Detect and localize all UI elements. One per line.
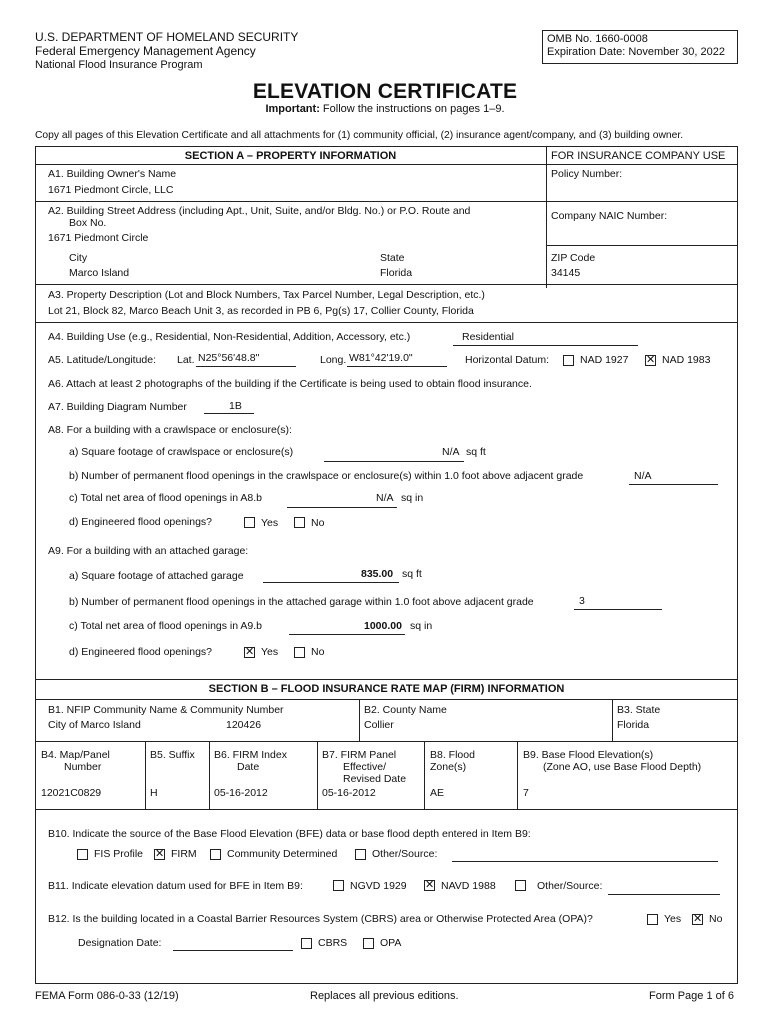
- b9-label: B9. Base Flood Elevation(s): [523, 749, 654, 761]
- a9d-yes-label: Yes: [261, 646, 279, 658]
- divider: [546, 245, 738, 246]
- page-title: ELEVATION CERTIFICATE: [252, 80, 518, 103]
- insurance-use-label: FOR INSURANCE COMPANY USE: [551, 150, 726, 162]
- agency-name: Federal Emergency Management Agency: [35, 44, 256, 58]
- a9c-value[interactable]: 1000.00: [364, 620, 402, 632]
- b8-label-2: Zone(s): [430, 761, 467, 773]
- divider: [35, 741, 738, 742]
- a9-label: A9. For a building with an attached garage:: [48, 545, 249, 557]
- b11-other-checkbox[interactable]: [515, 880, 526, 891]
- firm-checkbox[interactable]: ✕: [155, 848, 165, 860]
- important-text: Follow the instructions on pages 1–9.: [319, 103, 505, 115]
- divider: [317, 741, 318, 809]
- underline: [263, 582, 399, 583]
- divider: [359, 699, 360, 741]
- policy-number-label: Policy Number:: [551, 168, 623, 180]
- nad1983-label: NAD 1983: [662, 354, 711, 366]
- program-name: National Flood Insurance Program: [35, 59, 203, 71]
- b1-name[interactable]: City of Marco Island: [48, 719, 141, 731]
- other-source-label: Other/Source:: [372, 848, 438, 860]
- a7-label: A7. Building Diagram Number: [48, 401, 187, 413]
- b3-label: B3. State: [617, 704, 661, 716]
- a9c-unit: sq in: [410, 620, 433, 632]
- a4-label: A4. Building Use (e.g., Residential, Non-Residential, Addition, Accessory, etc.): [48, 331, 411, 343]
- fis-profile-checkbox[interactable]: [77, 849, 88, 860]
- b6-label-2: Date: [237, 761, 260, 773]
- a9b-label: b) Number of permanent flood openings in the attached garage within 1.0 foot above adjacent grade: [69, 596, 534, 608]
- b9-value[interactable]: 7: [523, 787, 529, 799]
- b6-label: B6. FIRM Index: [214, 749, 287, 761]
- underline: [453, 345, 638, 346]
- nad1983-checkbox[interactable]: ✕: [646, 354, 656, 366]
- divider: [35, 699, 738, 700]
- divider: [35, 322, 738, 323]
- divider: [35, 284, 738, 285]
- other-source-checkbox[interactable]: [355, 849, 366, 860]
- underline: [574, 609, 662, 610]
- b5-value[interactable]: H: [150, 787, 158, 799]
- b1-label: B1. NFIP Community Name & Community Number: [48, 704, 284, 716]
- section-b-title: SECTION B – FLOOD INSURANCE RATE MAP (FIRM) INFORMATION: [208, 683, 565, 695]
- b9-label-2: (Zone AO, use Base Flood Depth): [543, 761, 702, 773]
- nad1927-label: NAD 1927: [580, 354, 629, 366]
- b7-value[interactable]: 05-16-2012: [322, 787, 376, 799]
- a8b-label: b) Number of permanent flood openings in the crawlspace or enclosure(s) within 1.0 foot above adjacent grade: [69, 470, 584, 482]
- state-label: State: [380, 252, 405, 264]
- a9a-label: a) Square footage of attached garage: [69, 570, 244, 582]
- divider: [612, 699, 613, 741]
- divider: [35, 164, 738, 165]
- important-label: Important:: [265, 103, 320, 115]
- zip-value[interactable]: 34145: [551, 267, 581, 279]
- datum-label: Horizontal Datum:: [465, 354, 550, 366]
- b12-no-label: No: [709, 913, 723, 925]
- long-label: Long.: [320, 354, 347, 366]
- a2-label-2: Box No.: [69, 217, 107, 229]
- b8-value[interactable]: AE: [430, 787, 445, 799]
- a8d-label: d) Engineered flood openings?: [69, 516, 213, 528]
- b4-value[interactable]: 12021C0829: [41, 787, 102, 799]
- b7-label-2: Effective/: [343, 761, 386, 773]
- b10-label: B10. Indicate the source of the Base Flood Elevation (BFE) data or base flood depth entered in Item B9:: [48, 828, 531, 840]
- divider: [517, 741, 518, 809]
- underline: [452, 861, 718, 862]
- b11-other-label: Other/Source:: [537, 880, 603, 892]
- a3-label: A3. Property Description (Lot and Block Numbers, Tax Parcel Number, Legal Description, etc.): [48, 289, 485, 301]
- a8c-label: c) Total net area of flood openings in A8.b: [69, 492, 263, 504]
- b8-label: B8. Flood: [430, 749, 475, 761]
- a8a-label: a) Square footage of crawlspace or enclosure(s): [69, 446, 294, 458]
- b6-value[interactable]: 05-16-2012: [214, 787, 268, 799]
- a6-label: A6. Attach at least 2 photographs of the building if the Certificate is being used to obtain flood insurance.: [48, 378, 532, 390]
- long-value[interactable]: W81°42'19.0": [349, 352, 413, 364]
- a2-value[interactable]: 1671 Piedmont Circle: [48, 232, 149, 244]
- omb-box: [542, 30, 738, 64]
- a3-value[interactable]: Lot 21, Block 82, Marco Beach Unit 3, as recorded in PB 6, Pg(s) 17, Collier County, Florida: [48, 305, 474, 317]
- zip-label: ZIP Code: [551, 252, 596, 264]
- b7-label: B7. FIRM Panel: [322, 749, 397, 761]
- page-number: Form Page 1 of 6: [649, 990, 734, 1002]
- a8a-value[interactable]: N/A: [442, 446, 460, 458]
- a9d-yes-checkbox[interactable]: ✕: [245, 646, 255, 658]
- divider: [35, 809, 738, 810]
- divider: [35, 201, 738, 202]
- divider: [546, 146, 547, 288]
- divider: [424, 741, 425, 809]
- b4-label: B4. Map/Panel: [41, 749, 110, 761]
- cbrs-label: CBRS: [318, 937, 348, 949]
- community-determined-label: Community Determined: [227, 848, 338, 860]
- underline: [196, 366, 296, 367]
- b12-yes-checkbox[interactable]: [647, 914, 658, 925]
- a8d-no-checkbox[interactable]: [294, 517, 305, 528]
- opa-checkbox[interactable]: [363, 938, 374, 949]
- b5-label: B5. Suffix: [150, 749, 195, 761]
- b4-label-2: Number: [64, 761, 102, 773]
- a8a-unit: sq ft: [466, 446, 486, 458]
- form-number: FEMA Form 086-0-33 (12/19): [35, 990, 179, 1002]
- ngvd1929-label: NGVD 1929: [350, 880, 407, 892]
- b11-label: B11. Indicate elevation datum used for BFE in Item B9:: [48, 880, 303, 892]
- fis-profile-label: FIS Profile: [94, 848, 144, 860]
- b2-value[interactable]: Collier: [364, 719, 394, 731]
- a9d-label: d) Engineered flood openings?: [69, 646, 213, 658]
- dept-name: U.S. DEPARTMENT OF HOMELAND SECURITY: [35, 30, 299, 44]
- underline: [347, 366, 447, 367]
- a8d-yes-checkbox[interactable]: [244, 517, 255, 528]
- firm-label: FIRM: [171, 848, 197, 860]
- b3-value[interactable]: Florida: [617, 719, 650, 731]
- cbrs-checkbox[interactable]: [301, 938, 312, 949]
- lat-value[interactable]: N25°56'48.8": [198, 352, 260, 364]
- divider: [209, 741, 210, 809]
- important-note: [0, 103, 770, 115]
- a8b-value[interactable]: N/A: [634, 470, 652, 482]
- a9d-no-label: No: [311, 646, 325, 658]
- a8-label: A8. For a building with a crawlspace or enclosure(s):: [48, 424, 292, 436]
- divider: [145, 741, 146, 809]
- a8c-unit: sq in: [401, 492, 424, 504]
- a9a-value[interactable]: 835.00: [361, 568, 394, 580]
- a9d-no-checkbox[interactable]: [294, 647, 305, 658]
- opa-label: OPA: [380, 937, 402, 949]
- ngvd1929-checkbox[interactable]: [333, 880, 344, 891]
- b12-label: B12. Is the building located in a Coastal Barrier Resources System (CBRS) area or Otherwise Protected Area (OPA)?: [48, 913, 593, 925]
- nad1927-checkbox[interactable]: [563, 355, 574, 366]
- a8d-no-label: No: [311, 517, 325, 529]
- a9c-label: c) Total net area of flood openings in A9.b: [69, 620, 263, 632]
- divider: [35, 679, 738, 680]
- a1-label: A1. Building Owner's Name: [48, 168, 177, 180]
- a7-value[interactable]: 1B: [229, 400, 242, 412]
- lat-label: Lat.: [177, 354, 195, 366]
- omb-number: OMB No. 1660-0008: [547, 33, 648, 45]
- a9a-unit: sq ft: [402, 568, 422, 580]
- underline: [289, 634, 405, 635]
- city-value[interactable]: Marco Island: [69, 267, 130, 279]
- a8d-yes-label: Yes: [261, 517, 279, 529]
- navd1988-checkbox[interactable]: ✕: [425, 879, 435, 891]
- designation-date-label: Designation Date:: [78, 937, 162, 949]
- underline: [324, 461, 464, 462]
- copy-note: Copy all pages of this Elevation Certificate and all attachments for (1) community official, (2) insurance agent/company, and (3) building owner.: [35, 130, 684, 141]
- city-label: City: [69, 252, 88, 264]
- a8c-value[interactable]: N/A: [376, 492, 394, 504]
- underline: [629, 484, 718, 485]
- b12-yes-label: Yes: [664, 913, 682, 925]
- underline: [204, 413, 254, 414]
- b2-label: B2. County Name: [364, 704, 447, 716]
- b1-number[interactable]: 120426: [226, 719, 262, 731]
- section-a-title: SECTION A – PROPERTY INFORMATION: [184, 150, 397, 162]
- underline: [287, 507, 397, 508]
- a2-label: A2. Building Street Address (including Apt., Unit, Suite, and/or Bldg. No.) or P.O. Route and: [48, 205, 471, 217]
- naic-number-label: Company NAIC Number:: [551, 210, 668, 222]
- b7-label-3: Revised Date: [343, 773, 407, 785]
- underline: [608, 894, 720, 895]
- b12-no-checkbox[interactable]: ✕: [693, 913, 703, 925]
- a4-value[interactable]: Residential: [462, 331, 514, 343]
- replaces-note: Replaces all previous editions.: [310, 990, 459, 1002]
- navd1988-label: NAVD 1988: [441, 880, 496, 892]
- underline: [173, 950, 293, 951]
- a9b-value[interactable]: 3: [579, 595, 585, 607]
- community-determined-checkbox[interactable]: [210, 849, 221, 860]
- a1-value[interactable]: 1671 Piedmont Circle, LLC: [48, 184, 174, 196]
- expiration-date: Expiration Date: November 30, 2022: [547, 46, 725, 58]
- state-value[interactable]: Florida: [380, 267, 413, 279]
- a5-label: A5. Latitude/Longitude:: [48, 354, 157, 366]
